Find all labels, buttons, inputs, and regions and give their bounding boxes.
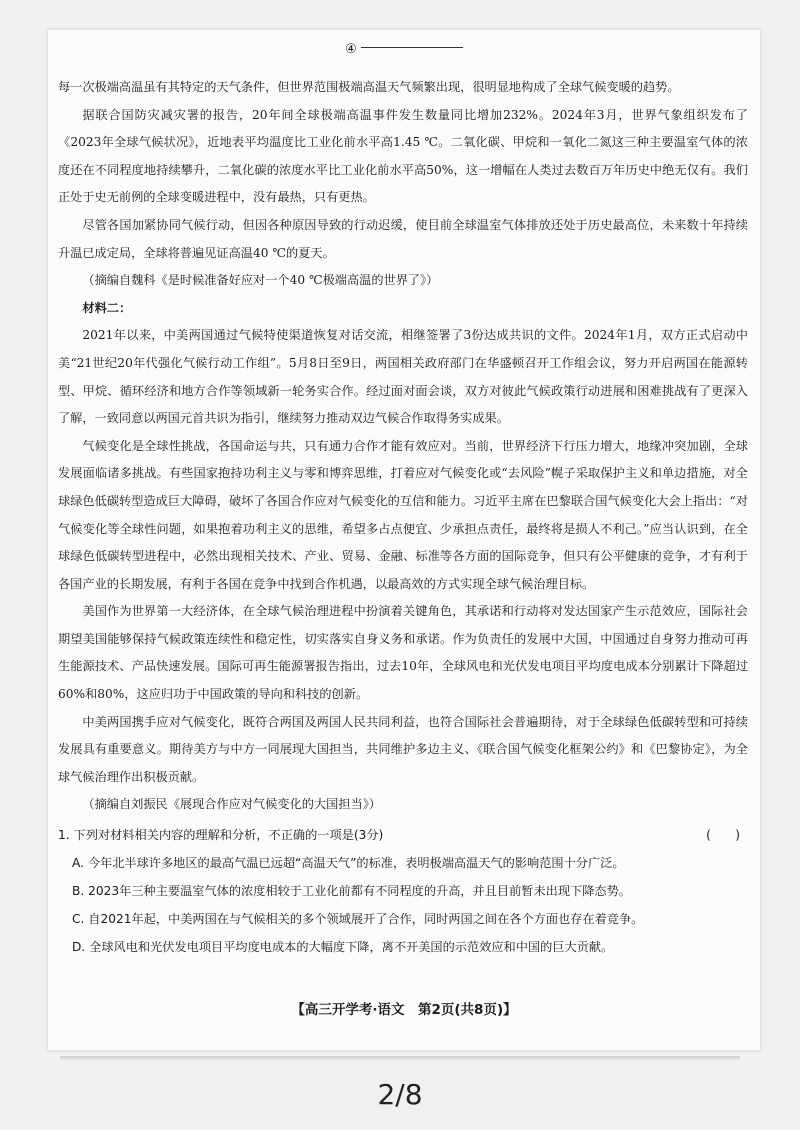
option-d: D. 全球风电和光伏发电项目平均度电成本的大幅度下降，离不开美国的示范效应和中国的巨大贡献。 <box>72 940 614 955</box>
material2-source: （摘编自刘振民《展现合作应对气候变化的大国担当》） <box>82 797 381 812</box>
option-b: B. 2023年三种主要温室气体的浓度相较于工业化前都有不同程度的升高，并且目前暂未出现下降态势。 <box>72 884 631 899</box>
document-body <box>58 74 748 961</box>
material2-label: 材料二： <box>82 300 132 315</box>
option-a: A. 今年北半球许多地区的最高气温已远超“高温天气”的标准，表明极端高温天气的影响范围十分广泛。 <box>72 856 625 871</box>
material1-paragraph-1: 每一次极端高温虽有其特定的天气条件，但世界范围极端高温天气频繁出现，很明显地构成了全球气候变暖的趋势。 <box>58 80 680 94</box>
page-indicator: 2/8 <box>377 1078 423 1111</box>
document-page <box>48 30 760 1050</box>
header-mark: ④ <box>345 42 357 57</box>
page-footer: 【高三开学考·语文 第2页(共8页)】 <box>291 1002 517 1018</box>
answer-blank: ( ) <box>706 828 740 843</box>
question-stem <box>58 821 748 849</box>
material2-paragraph-2: 气候变化是全球性挑战，各国命运与共，只有通力合作才能有效应对。当前，世界经济下行压力增大，地缘冲突加剧，全球发展面临诸多挑战。有些国家抱持功利主义与零和博弈思维，打着应对气候变化或“去风险”幌子采取保护主义和单边措施，对全球绿色低碳转型造成巨大障碍，破坏了各国合作应对气候变化的互信和能力。习近平主席在巴黎联合国气候变化大会上指出：“对气候变化等全球性问题，如果抱着功利主义的思维，希望多占点便宜、少承担点责任，最终将是损人不利己。”应当认识到，在全球绿色低碳转型进程中，必然出现相关技术、产业、贸易、金融、标准等各方面的国际竞争，但只有公平健康的竞争，才有利于各国产业的长期发展，有利于各国在竞争中找到合作机遇，以最高效的方式实现全球气候治理目标。 <box>58 438 748 591</box>
material2-paragraph-3: 美国作为世界第一大经济体，在全球气候治理进程中扮演着关键角色，其承诺和行动将对发达国家产生示范效应，国际社会期望美国能够保持气候政策连续性和稳定性，切实落实自身义务和承诺。作为负责任的发展中大国，中国通过自身努力推动可再生能源技术、产品快速发展。国际可再生能源署报告指出，过去10年，全球风电和光伏发电项目平均度电成本分别累计下降超过60%和80%，这应归功于中国政策的导向和科技的创新。 <box>58 604 748 702</box>
question-stem-text: 1. 下列对材料相关内容的理解和分析，不正确的一项是(3分) <box>58 828 384 843</box>
page-header <box>48 42 760 57</box>
scan-edge-divider <box>60 1056 740 1060</box>
material2-paragraph-1: 2021年以来，中美两国通过气候特使渠道恢复对话交流，相继签署了3份达成共识的文件。2024年1月，双方正式启动中美“21世纪20年代强化气候行动工作组”。5月8日至9日，两国相关政府部门在华盛顿召开工作组会议，努力开启两国在能源转型、甲烷、循环经济和地方合作等领域新一轮务实合作。经过面对面会谈，双方对彼此气候政策行动进展和困难挑战有了更深入了解，一致同意以两国元首共识为指引，继续努力推动双边气候合作取得务实成果。 <box>58 328 748 426</box>
header-rule <box>361 47 463 48</box>
material2-paragraph-4: 中美两国携手应对气候变化，既符合两国及两国人民共同利益，也符合国际社会普遍期待，对于全球绿色低碳转型和可持续发展具有重要意义。期待美方与中方一同展现大国担当，共同维护多边主义、《联合国气候变化框架公约》和《巴黎协定》，为全球气候治理作出积极贡献。 <box>58 714 748 784</box>
material1-source: （摘编自魏科《是时候准备好应对一个40 ℃极端高温的世界了》） <box>82 273 439 288</box>
material1-paragraph-3: 尽管各国加紧协同气候行动，但因各种原因导致的行动迟缓，使目前全球温室气体排放还处于历史最高位，未来数十年持续升温已成定局，全球将普遍见证高温40 ℃的夏天。 <box>58 217 748 260</box>
question-1 <box>58 821 748 961</box>
material1-paragraph-2: 据联合国防灾减灾署的报告，20年间全球极端高温事件发生数量同比增加232%。2024年3月，世界气象组织发布了《2023年全球气候状况》，近地表平均温度比工业化前水平高1.45 ℃。二氧化碳、甲烷和一氧化二氮这三种主要温室气体的浓度还在不同程度地持续攀升，二氧化碳的浓度水平比工业化前水平高50%，这一增幅在人类过去数百万年历史中绝无仅有。我们正处于史无前例的全球变暖进程中，没有最热，只有更热。 <box>58 107 748 205</box>
option-c: C. 自2021年起，中美两国在与气候相关的多个领域展开了合作，同时两国之间在各个方面也存在着竞争。 <box>72 912 644 927</box>
